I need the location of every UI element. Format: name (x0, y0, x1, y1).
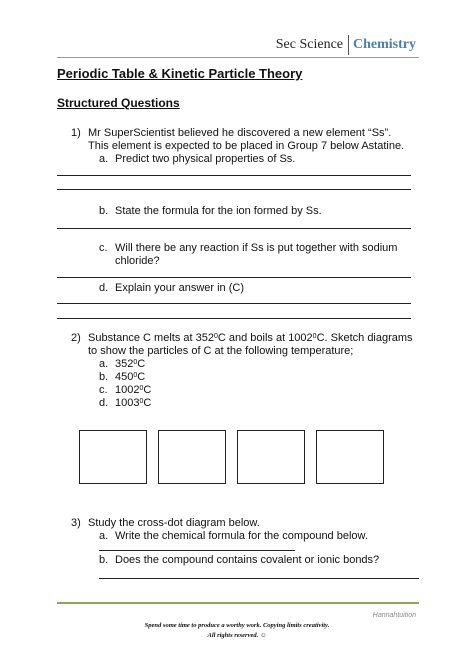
q3b-label: b. (99, 554, 109, 566)
answer-line (57, 228, 411, 229)
answer-line (57, 303, 411, 304)
q3-stem: Study the cross-dot diagram below. (88, 517, 260, 529)
answer-line (57, 277, 411, 278)
sketch-box-d[interactable] (316, 430, 384, 484)
q2b-label: b. (99, 371, 109, 383)
q2-stem-line-2: to show the particles of C at the following temperature; (88, 345, 354, 357)
q2d-label: d. (99, 397, 109, 409)
page-header (276, 34, 416, 56)
sketch-box-a[interactable] (79, 430, 147, 484)
header-topic: Chemistry (353, 37, 416, 52)
degree-mark: 0 (213, 333, 218, 340)
sketch-box-c[interactable] (237, 430, 305, 484)
page-title: Periodic Table & Kinetic Particle Theory (57, 66, 303, 81)
q3b-text: Does the compound contains covalent or ionic bonds? (115, 554, 380, 566)
answer-line (99, 550, 295, 551)
q2c-label: c. (99, 384, 108, 396)
header-rule (57, 57, 419, 58)
q3a-text: Write the chemical formula for the compound below. (115, 530, 368, 542)
q2-stem-line-1: Substance C melts at $352^0C$ and boils at 1002$^0$C. Sketch diagrams (88, 332, 413, 344)
answer-line (57, 318, 411, 319)
answer-line (57, 175, 411, 176)
q2c-temperature: 1002$^0$C (115, 384, 152, 396)
q1c-text-line-1: Will there be any reaction if Ss is put together with sodium (115, 242, 398, 254)
q2-number: 2) (71, 332, 81, 344)
q1-number: 1) (71, 127, 81, 139)
header-subject: Sec Science (275, 37, 343, 52)
answer-line (57, 189, 411, 190)
q1b-label: b. (99, 205, 109, 217)
q3-number: 3) (71, 517, 81, 529)
footer-brand: Hannahtuition (372, 612, 416, 619)
q2a-temperature: $352^0C$ (115, 358, 146, 370)
answer-line (99, 578, 419, 579)
q1c-text-line-2: chloride? (115, 255, 160, 267)
q2a-label: a. (99, 358, 109, 370)
q1-stem-line-2: This element is expected to be placed in Group 7 below Astatine. (88, 140, 405, 152)
sketch-box-b[interactable] (158, 430, 226, 484)
q1a-label: a. (99, 153, 109, 165)
footer-rights: All rights reserved. ☺ (207, 632, 267, 639)
section-heading: Structured Questions (57, 96, 180, 110)
q1c-label: c. (99, 242, 108, 254)
q2b-temperature: $450^0C$ (115, 371, 146, 383)
q1b-text: State the formula for the ion formed by Ss. (115, 205, 322, 217)
footer-notice: Spend some time to produce a worthy work. Copying limits creativity. (144, 622, 330, 629)
q2d-temperature: 1003$^0$C (115, 397, 152, 409)
q1d-text: Explain your answer in (C) (115, 282, 244, 294)
q3a-label: a. (99, 530, 109, 542)
q1a-text: Predict two physical properties of Ss. (115, 153, 296, 165)
q1-stem-line-1: Mr SuperScientist believed he discovered a new element “Ss”. (88, 127, 392, 139)
footer-rule (57, 602, 419, 604)
q1d-label: d. (99, 282, 109, 294)
degree-mark: 0 (312, 333, 317, 340)
